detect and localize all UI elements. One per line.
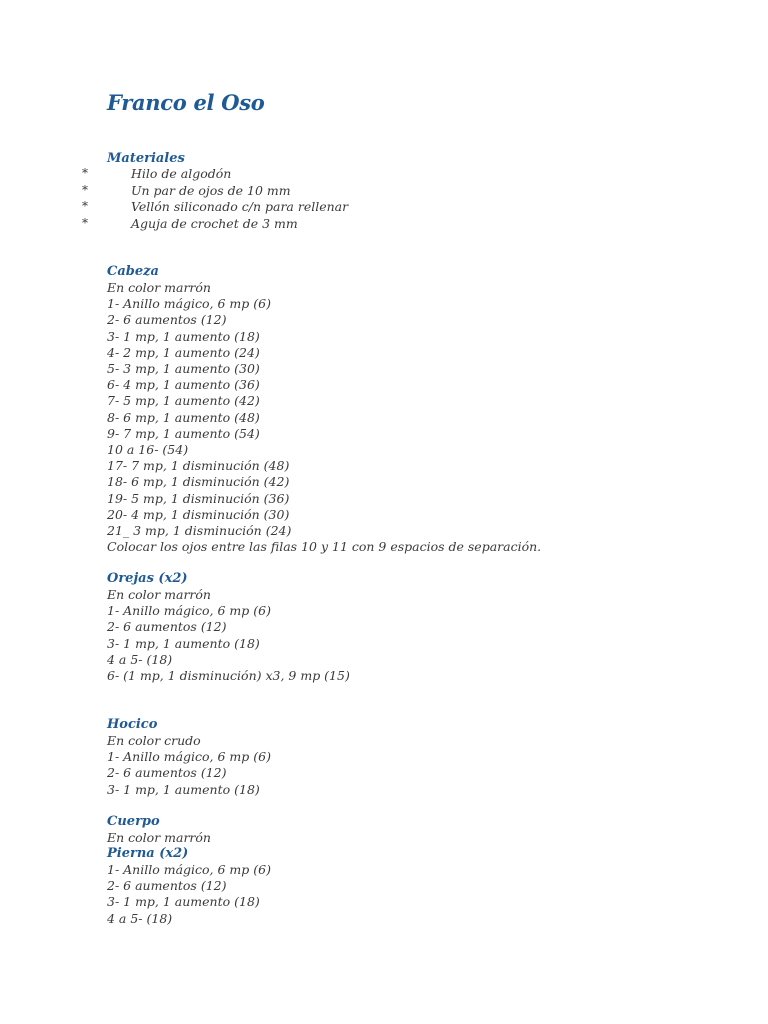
materiales-heading: Materiales: [107, 151, 185, 166]
instruction-line: 1- Anillo mágico, 6 mp (6): [107, 862, 271, 877]
instruction-line: 3- 1 mp, 1 aumento (18): [107, 894, 260, 910]
instruction-line: 8- 6 mp, 1 aumento (48): [107, 409, 260, 425]
instruction-line: 6- 4 mp, 1 aumento (36): [107, 377, 260, 393]
document-title: Franco el Oso: [107, 90, 265, 115]
bullet-mark: *: [82, 216, 88, 231]
instruction-line: 20- 4 mp, 1 disminución (30): [107, 506, 290, 522]
orejas-heading: Orejas (x2): [107, 571, 188, 586]
instruction-line: 3- 1 mp, 1 aumento (18): [107, 781, 260, 797]
cabeza-instructions: [107, 280, 541, 555]
instruction-line: Colocar los ojos entre las filas 10 y 11 con 9 espacios de separación.: [107, 539, 542, 555]
materiales-item-text: Vellón siliconado c/n para rellenar: [131, 199, 349, 215]
materiales-item-text: Aguja de crochet de 3 mm: [131, 216, 298, 232]
materiales-item: [82, 216, 402, 233]
instruction-line: 7- 5 mp, 1 aumento (42): [107, 393, 260, 409]
instruction-line: En color crudo: [107, 733, 201, 748]
cuerpo-heading: Cuerpo: [107, 814, 160, 829]
instruction-line: 4 a 5- (18): [107, 910, 173, 926]
instruction-line: 6- (1 mp, 1 disminución) x3, 9 mp (15): [107, 668, 350, 684]
instruction-line: 3- 1 mp, 1 aumento (18): [107, 328, 260, 344]
materiales-list: [82, 166, 402, 233]
instruction-line: 17- 7 mp, 1 disminución (48): [107, 458, 290, 474]
bullet-mark: *: [82, 182, 88, 197]
instruction-line: En color marrón: [107, 587, 211, 602]
bullet-mark: *: [82, 199, 88, 214]
instruction-line: 2- 6 aumentos (12): [107, 619, 227, 635]
cabeza-heading: Cabeza: [107, 264, 159, 279]
pierna-heading: Pierna (x2): [107, 846, 189, 861]
instruction-line: 10 a 16- (54): [107, 442, 189, 458]
instruction-line: 18- 6 mp, 1 disminución (42): [107, 474, 290, 490]
materiales-item-text: Un par de ojos de 10 mm: [131, 182, 291, 198]
instruction-line: 21_ 3 mp, 1 disminución (24): [107, 523, 292, 539]
instruction-line: 4 a 5- (18): [107, 651, 173, 667]
materiales-item: [82, 166, 402, 183]
orejas-instructions: [107, 587, 350, 684]
bullet-mark: *: [82, 166, 88, 180]
instruction-line: 1- Anillo mágico, 6 mp (6): [107, 749, 271, 765]
hocico-instructions: [107, 733, 271, 798]
instruction-line: 2- 6 aumentos (12): [107, 765, 227, 781]
instruction-line: 19- 5 mp, 1 disminución (36): [107, 490, 290, 506]
materiales-item: [82, 183, 402, 200]
instruction-line: En color marrón: [107, 280, 211, 295]
pierna-instructions: [107, 862, 271, 927]
instruction-line: 4- 2 mp, 1 aumento (24): [107, 344, 260, 360]
materiales-item-text: Hilo de algodón: [131, 166, 232, 181]
instruction-line: 1- Anillo mágico, 6 mp (6): [107, 296, 271, 312]
materiales-item: [82, 199, 402, 216]
instruction-line: 1- Anillo mágico, 6 mp (6): [107, 603, 271, 619]
instruction-line: 9- 7 mp, 1 aumento (54): [107, 425, 260, 441]
instruction-line: 3- 1 mp, 1 aumento (18): [107, 635, 260, 651]
instruction-line: En color marrón: [107, 830, 211, 845]
cuerpo-instructions: [107, 830, 211, 846]
instruction-line: 5- 3 mp, 1 aumento (30): [107, 361, 260, 377]
hocico-heading: Hocico: [107, 717, 158, 732]
instruction-line: 2- 6 aumentos (12): [107, 312, 227, 328]
instruction-line: 2- 6 aumentos (12): [107, 878, 227, 894]
